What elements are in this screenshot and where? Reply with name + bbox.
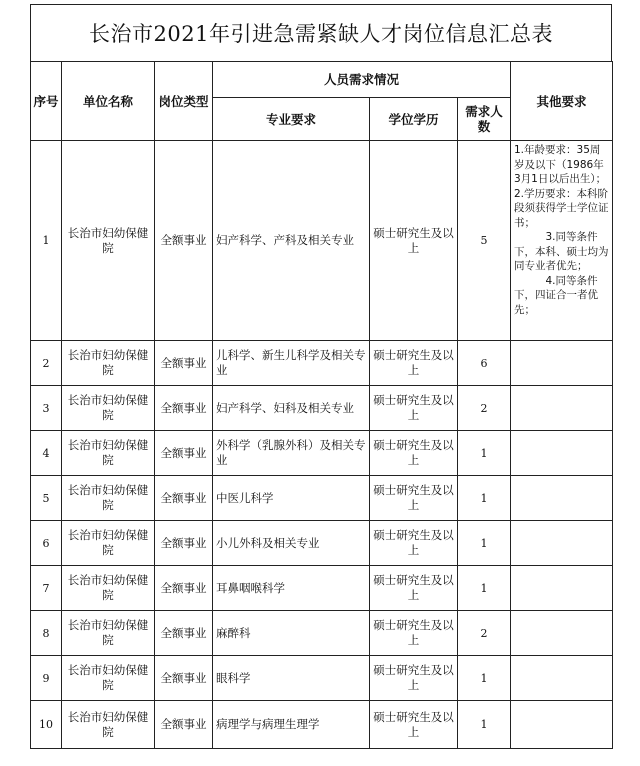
cell-unit: 长治市妇幼保健院 <box>62 701 155 749</box>
cell-other-requirements <box>511 141 613 341</box>
cell-major: 病理学与病理生理学 <box>213 701 370 749</box>
cell-count: 1 <box>458 521 511 566</box>
cell-count: 1 <box>458 701 511 749</box>
cell-count: 2 <box>458 611 511 656</box>
cell-other <box>511 476 613 521</box>
cell-type: 全额事业 <box>155 566 213 611</box>
header-seq: 序号 <box>31 62 62 141</box>
other-requirement-same-major: 3.同等条件下，本科、硕士均为同专业者优先； <box>514 231 609 272</box>
cell-degree: 硕士研究生及以上 <box>370 431 458 476</box>
table-row <box>31 341 613 386</box>
cell-type: 全额事业 <box>155 476 213 521</box>
table-row <box>31 431 613 476</box>
cell-unit: 长治市妇幼保健院 <box>62 656 155 701</box>
cell-unit: 长治市妇幼保健院 <box>62 611 155 656</box>
cell-seq: 7 <box>31 566 62 611</box>
cell-count: 2 <box>458 386 511 431</box>
other-requirement-education: 2.学历要求：本科阶段须获得学士学位证书； <box>514 187 609 229</box>
cell-major: 耳鼻咽喉科学 <box>213 566 370 611</box>
cell-major: 儿科学、新生儿科学及相关专业 <box>213 341 370 386</box>
cell-unit: 长治市妇幼保健院 <box>62 341 155 386</box>
header-other: 其他要求 <box>511 62 613 141</box>
cell-type: 全额事业 <box>155 521 213 566</box>
header-major: 专业要求 <box>213 98 370 141</box>
cell-other <box>511 656 613 701</box>
table-row <box>31 386 613 431</box>
cell-other <box>511 341 613 386</box>
cell-degree: 硕士研究生及以上 <box>370 566 458 611</box>
header-count: 需求人数 <box>458 98 511 141</box>
header-unit: 单位名称 <box>62 62 155 141</box>
cell-seq: 3 <box>31 386 62 431</box>
cell-seq: 5 <box>31 476 62 521</box>
table-row <box>31 701 613 749</box>
cell-other <box>511 701 613 749</box>
table-row <box>31 141 613 341</box>
cell-other <box>511 386 613 431</box>
cell-degree: 硕士研究生及以上 <box>370 656 458 701</box>
cell-major: 麻醉科 <box>213 611 370 656</box>
table-row <box>31 656 613 701</box>
cell-degree: 硕士研究生及以上 <box>370 386 458 431</box>
cell-major: 妇产科学、产科及相关专业 <box>213 141 370 341</box>
cell-major: 中医儿科学 <box>213 476 370 521</box>
table-row <box>31 566 613 611</box>
cell-unit: 长治市妇幼保健院 <box>62 566 155 611</box>
cell-other <box>511 611 613 656</box>
cell-degree: 硕士研究生及以上 <box>370 701 458 749</box>
positions-table <box>30 61 613 749</box>
cell-type: 全额事业 <box>155 611 213 656</box>
header-post-type: 岗位类型 <box>155 62 213 141</box>
cell-type: 全额事业 <box>155 141 213 341</box>
cell-count: 1 <box>458 566 511 611</box>
cell-unit: 长治市妇幼保健院 <box>62 386 155 431</box>
header-row-1 <box>31 62 613 98</box>
cell-other <box>511 431 613 476</box>
table-row <box>31 521 613 566</box>
cell-seq: 1 <box>31 141 62 341</box>
cell-degree: 硕士研究生及以上 <box>370 141 458 341</box>
document-sheet <box>30 4 612 749</box>
cell-type: 全额事业 <box>155 431 213 476</box>
cell-major: 妇产科学、妇科及相关专业 <box>213 386 370 431</box>
cell-degree: 硕士研究生及以上 <box>370 611 458 656</box>
cell-type: 全额事业 <box>155 656 213 701</box>
cell-type: 全额事业 <box>155 386 213 431</box>
cell-unit: 长治市妇幼保健院 <box>62 141 155 341</box>
cell-major: 眼科学 <box>213 656 370 701</box>
other-requirement-age: 1.年龄要求：35周岁及以下（1986年3月1日以后出生）； <box>514 144 607 185</box>
cell-count: 1 <box>458 476 511 521</box>
cell-count: 6 <box>458 341 511 386</box>
cell-degree: 硕士研究生及以上 <box>370 341 458 386</box>
cell-major: 小儿外科及相关专业 <box>213 521 370 566</box>
cell-seq: 2 <box>31 341 62 386</box>
cell-unit: 长治市妇幼保健院 <box>62 476 155 521</box>
cell-unit: 长治市妇幼保健院 <box>62 521 155 566</box>
table-title: 长治市2021年引进急需紧缺人才岗位信息汇总表 <box>30 4 612 61</box>
cell-type: 全额事业 <box>155 701 213 749</box>
table-row <box>31 611 613 656</box>
cell-degree: 硕士研究生及以上 <box>370 521 458 566</box>
cell-degree: 硕士研究生及以上 <box>370 476 458 521</box>
cell-unit: 长治市妇幼保健院 <box>62 431 155 476</box>
cell-seq: 4 <box>31 431 62 476</box>
cell-seq: 8 <box>31 611 62 656</box>
cell-count: 5 <box>458 141 511 341</box>
header-demand: 人员需求情况 <box>213 62 511 98</box>
cell-other <box>511 521 613 566</box>
cell-seq: 9 <box>31 656 62 701</box>
cell-seq: 10 <box>31 701 62 749</box>
cell-other <box>511 566 613 611</box>
header-degree: 学位学历 <box>370 98 458 141</box>
cell-type: 全额事业 <box>155 341 213 386</box>
other-requirement-four-certificates: 4.同等条件下，四证合一者优先； <box>514 274 598 316</box>
cell-major: 外科学（乳腺外科）及相关专业 <box>213 431 370 476</box>
cell-count: 1 <box>458 656 511 701</box>
cell-count: 1 <box>458 431 511 476</box>
table-row <box>31 476 613 521</box>
cell-seq: 6 <box>31 521 62 566</box>
